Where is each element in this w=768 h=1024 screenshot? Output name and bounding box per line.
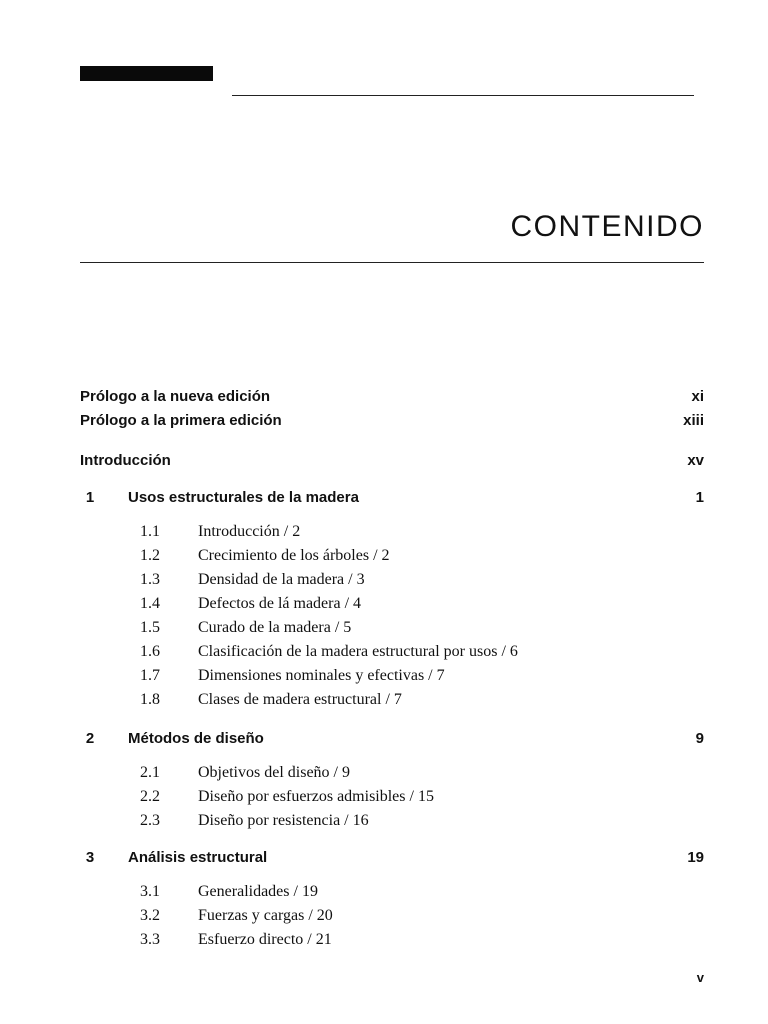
toc-entry-label: Prólogo a la nueva edición <box>80 388 271 405</box>
section-entry <box>140 689 660 711</box>
section-entry <box>140 617 660 639</box>
section-entry <box>140 545 660 567</box>
section-number: 1.5 <box>140 619 160 636</box>
toc-entry-label: Prólogo a la primera edición <box>80 412 282 429</box>
chapter-title: Usos estructurales de la madera <box>128 489 359 506</box>
section-title: Clasificación de la madera estructural por usos / 6 <box>198 643 518 660</box>
section-title: Crecimiento de los árboles / 2 <box>198 547 390 564</box>
toc-entry-page: xiii <box>683 412 704 429</box>
section-title: Diseño por esfuerzos admisibles / 15 <box>198 788 434 805</box>
section-title: Fuerzas y cargas / 20 <box>198 907 333 924</box>
toc-entry-page: xv <box>687 452 704 469</box>
chapter-title: Métodos de diseño <box>128 730 264 747</box>
top-rule <box>232 95 694 96</box>
section-entry <box>140 905 660 927</box>
header-bar <box>80 66 213 81</box>
section-title: Introducción / 2 <box>198 523 301 540</box>
toc-entry-page: xi <box>691 388 704 405</box>
section-title: Densidad de la madera / 3 <box>198 571 365 588</box>
section-number: 1.4 <box>140 595 160 612</box>
section-title: Esfuerzo directo / 21 <box>198 931 332 948</box>
section-number: 1.1 <box>140 523 160 540</box>
section-number: 3.3 <box>140 931 160 948</box>
toc-entry-label: Introducción <box>80 452 171 469</box>
section-number: 3.2 <box>140 907 160 924</box>
section-number: 2.1 <box>140 764 160 781</box>
section-number: 1.6 <box>140 643 160 660</box>
chapter-number: 2 <box>85 730 95 747</box>
toc-entry-prologo-nueva <box>80 386 704 408</box>
title-rule <box>80 262 704 263</box>
chapter-heading-3 <box>80 847 704 869</box>
chapter-title: Análisis estructural <box>128 849 268 866</box>
section-title: Dimensiones nominales y efectivas / 7 <box>198 667 445 684</box>
section-title: Curado de la madera / 5 <box>198 619 352 636</box>
chapter-number: 1 <box>85 489 95 506</box>
section-title: Objetivos del diseño / 9 <box>198 764 350 781</box>
chapter-page: 1 <box>695 489 704 506</box>
toc-entry-prologo-primera <box>80 410 704 432</box>
chapter-heading-1 <box>80 487 704 509</box>
section-entry <box>140 593 660 615</box>
section-entry <box>140 665 660 687</box>
section-title: Clases de madera estructural / 7 <box>198 691 402 708</box>
section-number: 3.1 <box>140 883 160 900</box>
section-title: Diseño por resistencia / 16 <box>198 812 369 829</box>
section-number: 1.7 <box>140 667 160 684</box>
section-entry <box>140 881 660 903</box>
section-number: 2.2 <box>140 788 160 805</box>
page-folio: v <box>696 970 704 985</box>
toc-entry-introduccion <box>80 450 704 472</box>
section-title: Defectos de lá madera / 4 <box>198 595 362 612</box>
section-number: 1.8 <box>140 691 160 708</box>
section-title: Generalidades / 19 <box>198 883 318 900</box>
page-title: CONTENIDO <box>510 210 704 243</box>
section-number: 1.3 <box>140 571 160 588</box>
chapter-page: 19 <box>687 849 704 866</box>
section-entry <box>140 786 660 808</box>
section-entry <box>140 641 660 663</box>
section-number: 1.2 <box>140 547 160 564</box>
section-entry <box>140 569 660 591</box>
chapter-page: 9 <box>695 730 704 747</box>
section-entry <box>140 810 660 832</box>
section-entry <box>140 521 660 543</box>
section-entry <box>140 762 660 784</box>
chapter-number: 3 <box>85 849 95 866</box>
section-entry <box>140 929 660 951</box>
chapter-heading-2 <box>80 728 704 750</box>
section-number: 2.3 <box>140 812 160 829</box>
